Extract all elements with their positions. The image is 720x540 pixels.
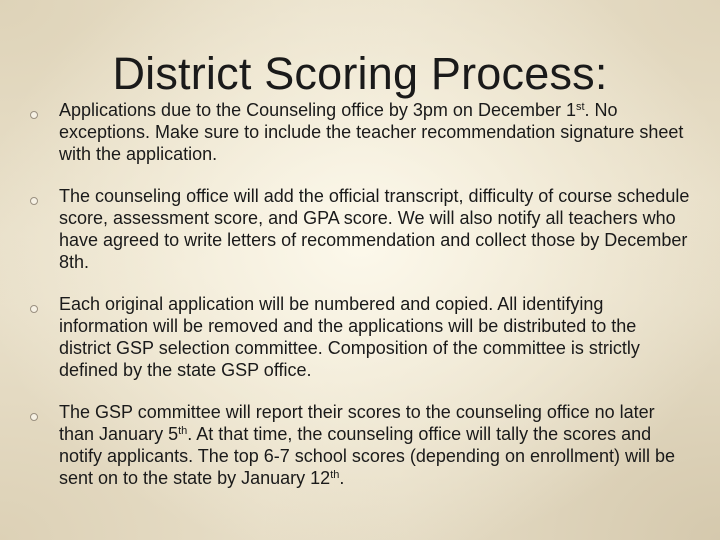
bullet-text: Applications due to the Counseling office by 3pm on December 1 [59, 100, 576, 120]
bullet-item [28, 185, 690, 273]
bullet-item [28, 401, 690, 489]
superscript: th [330, 469, 340, 481]
bullet-text: . At that time, the counseling office will tally the scores and notify applicants. The top 6-7 school scores (depending on enrollment) will be sent on to the state by January 12 [59, 424, 676, 488]
bullet-text: The GSP committee will report their scores to the counseling office no later than January 5 [59, 402, 655, 444]
bullet-circle-icon [30, 197, 38, 205]
bullet-circle-icon [30, 111, 38, 119]
bullet-circle-icon [30, 413, 38, 421]
bullet-circle-icon [30, 305, 38, 313]
superscript: st [575, 101, 585, 113]
bullet-text: Each original application will be numbered and copied. All identifying information will be removed and the applications will be distributed to the district GSP selection committee. Composition of the committee is strictly defined by the state GSP office. [59, 294, 640, 380]
slide-title: District Scoring Process: [112, 48, 608, 99]
bullet-list [28, 99, 690, 509]
bullet-item [28, 99, 690, 165]
bullet-text: . [339, 468, 345, 488]
bullet-item [28, 293, 690, 381]
superscript: th [178, 425, 188, 437]
bullet-text: . No exceptions. Make sure to include the teacher recommendation signature sheet with the application. [59, 100, 684, 164]
bullet-text: The counseling office will add the official transcript, difficulty of course schedule score, assessment score, and GPA score. We will also notify all teachers who have agreed to write letters of recommendation and collect those by December 8th. [59, 186, 690, 272]
